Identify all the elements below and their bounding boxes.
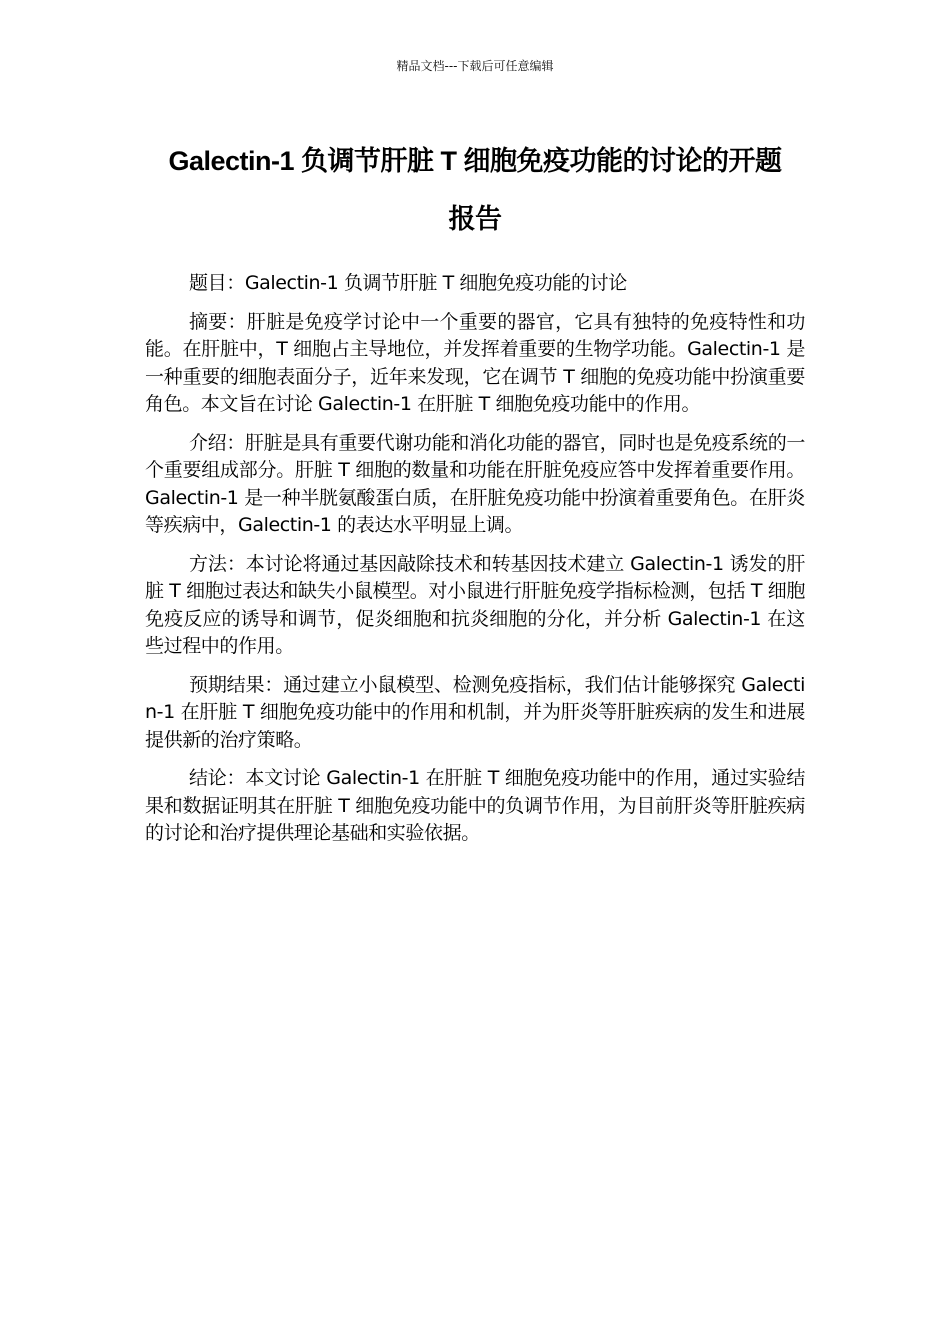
paragraph-methods [145,551,805,661]
title-line-2: 报告 [448,204,502,234]
paragraph-text: 通过建立小鼠模型、检测免疫指标，我们估计能够探究 Galectin-1 在肝脏 T 细胞免疫功能中的作用和机制，并为肝炎等肝脏疾病的发生和进展提供新的治疗策略。 [145,673,805,751]
paragraph-label: 预期结果： [189,673,284,696]
paragraph-label: 方法： [189,552,246,575]
paragraph-text: 本文讨论 Galectin-1 在肝脏 T 细胞免疫功能中的作用，通过实验结果和数据证明其在肝脏 T 细胞免疫功能中的负调节作用，为目前肝炎等肝脏疾病的讨论和治疗提供理论基础和实验依据。 [145,767,805,844]
paragraph-text: Galectin-1 负调节肝脏 T 细胞免疫功能的讨论 [244,272,627,294]
document-body [145,270,805,859]
paragraph-topic [145,270,805,298]
paragraph-abstract [145,309,805,419]
paragraph-expected-results [145,672,805,755]
paragraph-label: 题目： [189,272,245,294]
header-note: 精品文档---下载后可任意编辑 [396,59,554,73]
document-title [140,132,810,248]
paragraph-text: 肝脏是免疫学讨论中一个重要的器官，它具有独特的免疫特性和功能。在肝脏中，T 细胞占主导地位，并发挥着重要的生物学功能。Galectin-1 是一种重要的细胞表面分子，近年来发现，它在调节 T 细胞的免疫功能中扮演重要角色。本文旨在讨论 Galectin-1 在肝脏 T 细胞免疫功能中的作用。 [145,310,805,415]
paragraph-label: 摘要： [189,310,247,333]
paragraph-label: 结论： [189,767,246,789]
title-line-1: Galectin-1 负调节肝脏 T 细胞免疫功能的讨论的开题 [168,146,782,176]
paragraph-text: 本讨论将通过基因敲除技术和转基因技术建立 Galectin-1 诱发的肝脏 T 细胞过表达和缺失小鼠模型。对小鼠进行肝脏免疫学指标检测，包括 T 细胞免疫反应的诱导和调节，促炎细胞和抗炎细胞的分化，并分析 Galectin-1 在这些过程中的作用。 [145,552,805,657]
paragraph-text: 肝脏是具有重要代谢功能和消化功能的器官，同时也是免疫系统的一个重要组成部分。肝脏 T 细胞的数量和功能在肝脏免疫应答中发挥着重要作用。Galectin-1 是一种半胱氨酸蛋白质，在肝脏免疫功能中扮演着重要角色。在肝炎等疾病中，Galectin-1 的表达水平明显上调。 [145,431,805,536]
paragraph-label: 介绍： [189,431,246,454]
paragraph-introduction [145,430,805,540]
paragraph-conclusion [145,765,805,848]
